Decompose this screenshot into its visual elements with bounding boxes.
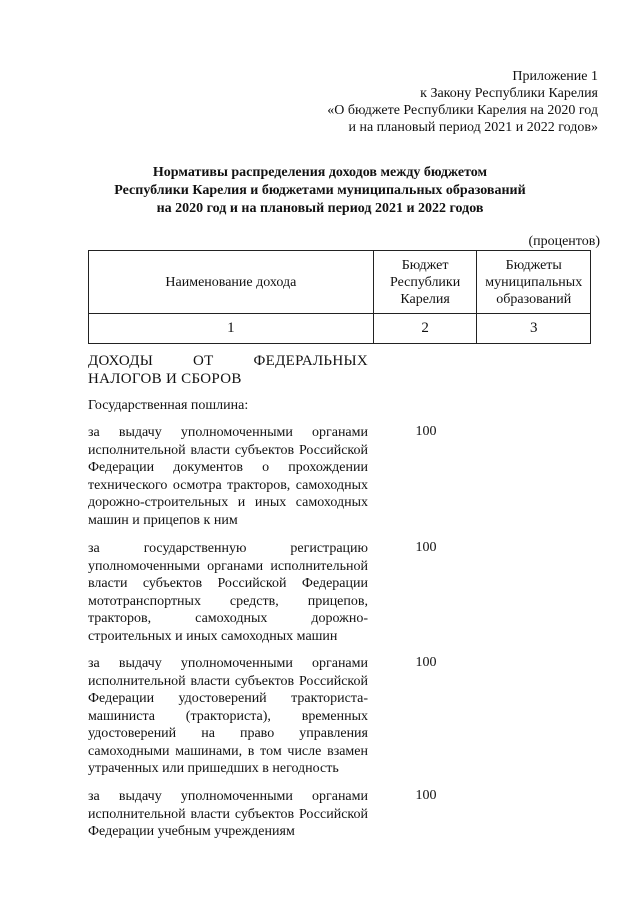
column-number-row xyxy=(89,314,591,344)
appendix-reference xyxy=(327,68,598,136)
subheading: Государственная пошлина: xyxy=(88,398,249,413)
appendix-line: и на плановый период 2021 и 2022 годов» xyxy=(348,120,598,135)
title-line: Нормативы распределения доходов между бюджетом xyxy=(152,165,488,180)
appendix-line: «О бюджете Республики Карелия на 2020 год xyxy=(327,103,598,118)
header-row xyxy=(89,251,591,314)
title-line: Республики Карелия и бюджетами муниципальных образований xyxy=(114,183,526,198)
appendix-line: Приложение 1 xyxy=(512,69,598,84)
header-table xyxy=(88,250,591,344)
income-item-text: за выдачу уполномоченными органами исполнительной власти субъектов Российской Федерации удостоверений тракториста-машиниста (тракториста), временных удостоверений на право управления самоходными машинами, в том числе взамен утраченных или пришедших в негодность xyxy=(88,656,368,776)
column-number: 1 xyxy=(89,314,374,344)
title-line: на 2020 год и на плановый период 2021 и 2022 годов xyxy=(156,201,484,216)
income-item-regional-value: 100 xyxy=(415,655,437,670)
income-item-regional-value: 100 xyxy=(415,540,437,555)
header-municipal-budgets: Бюджеты муниципальных образований xyxy=(477,251,591,314)
income-item-regional-value: 100 xyxy=(415,788,437,803)
column-number: 3 xyxy=(477,314,591,344)
section-title: ДОХОДЫ ОТ ФЕДЕРАЛЬНЫХ НАЛОГОВ И СБОРОВ xyxy=(88,353,368,387)
income-item-text: за выдачу уполномоченными органами исполнительной власти субъектов Российской Федерации документов о прохождении технического осмотра тракторов, самоходных дорожно-строительных и иных самоходных машин и прицепов к ним xyxy=(88,425,368,528)
appendix-line: к Закону Республики Карелия xyxy=(420,86,598,101)
units-label: (процентов) xyxy=(528,234,600,249)
column-number: 2 xyxy=(373,314,477,344)
document-title xyxy=(80,164,560,218)
income-item-regional-value: 100 xyxy=(415,424,437,439)
header-income-name: Наименование дохода xyxy=(89,251,374,314)
income-item-text: за выдачу уполномоченными органами исполнительной власти субъектов Российской Федерации учебным учреждениям xyxy=(88,789,368,839)
header-regional-budget: Бюджет Республики Карелия xyxy=(373,251,477,314)
income-item-text: за государственную регистрацию уполномоченными органами исполнительной власти субъектов Российской Федерации мототранспортных средств, прицепов, тракторов, самоходных дорожно-строительных и иных самоходных машин xyxy=(88,541,368,644)
